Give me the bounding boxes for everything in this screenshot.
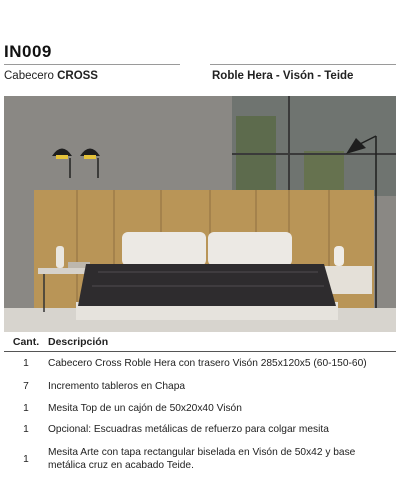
table-row xyxy=(4,440,396,478)
pillow-right xyxy=(208,232,292,266)
table-row xyxy=(4,398,396,418)
table-row xyxy=(4,352,396,375)
lamp-bulb xyxy=(56,155,68,159)
qty-header: Cant. xyxy=(4,334,48,352)
row-desc: Mesita Top de un cajón de 50x20x40 Visón xyxy=(48,402,242,414)
vase-right xyxy=(334,246,344,266)
vase xyxy=(56,246,64,268)
row-desc: Mesita Arte con tapa rectangular biselada en Visón de 50x42 y base metálica cruz en acabado Teide. xyxy=(48,447,356,471)
row-qty: 1 xyxy=(23,402,29,414)
table-row xyxy=(4,374,396,398)
header-rule-left xyxy=(4,64,180,65)
row-qty: 1 xyxy=(23,357,29,369)
parts-table xyxy=(4,334,396,478)
subtitle-model: CROSS xyxy=(57,70,98,82)
window-greenery xyxy=(236,116,276,196)
subtitle-prefix: Cabecero xyxy=(4,70,54,82)
table-header-row xyxy=(4,334,396,352)
row-qty: 1 xyxy=(23,423,29,435)
header-rule-right xyxy=(210,64,396,65)
table-row xyxy=(4,418,396,440)
row-desc: Opcional: Escuadras metálicas de refuerzo para colgar mesita xyxy=(48,423,329,435)
desc-header: Descripción xyxy=(48,334,396,352)
row-desc: Incremento tableros en Chapa xyxy=(48,380,186,392)
product-code: IN009 xyxy=(4,42,52,61)
row-qty: 1 xyxy=(23,453,29,465)
product-photo xyxy=(4,96,396,332)
lamp-bulb xyxy=(84,155,96,159)
pillow-left xyxy=(122,232,206,266)
window-greenery-2 xyxy=(304,151,344,196)
row-desc: Cabecero Cross Roble Hera con trasero Visón 285x120x5 (60-150-60) xyxy=(48,357,367,369)
row-qty: 7 xyxy=(23,380,29,392)
finish-label: Roble Hera - Visón - Teide xyxy=(212,70,354,82)
bedroom-illustration xyxy=(4,96,396,332)
product-subtitle xyxy=(4,70,98,82)
parts-table-wrap xyxy=(4,334,396,478)
